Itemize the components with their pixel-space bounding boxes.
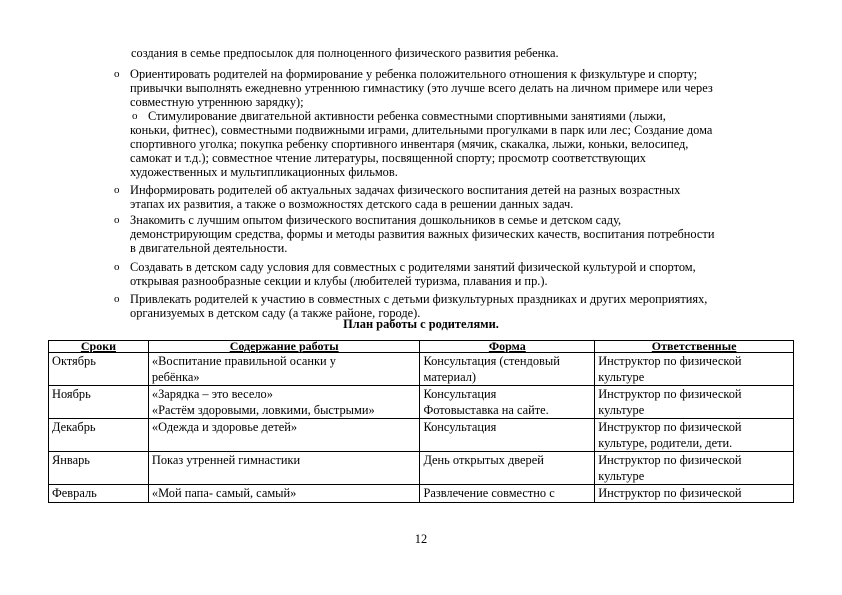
cell-content-line: ребёнка» bbox=[151, 370, 200, 384]
bullet-text-line: Информировать родителей об актуальных задачах физического воспитания детей на разных возрастных bbox=[130, 183, 681, 197]
cell-month bbox=[49, 386, 149, 419]
cell-resp bbox=[595, 419, 794, 452]
cell-form bbox=[420, 485, 595, 503]
page-number: 12 bbox=[414, 532, 428, 546]
bullet-text-line: спортивного уголка; покупка ребенку спортивного инвентаря (мячик, скакалка, лыжи, коньки, велосипед, bbox=[130, 137, 689, 151]
cell-form-line: Консультация bbox=[423, 420, 497, 434]
cell-content bbox=[148, 485, 420, 503]
cell-resp bbox=[595, 452, 794, 485]
header-responsible: Ответственные bbox=[595, 341, 794, 353]
bullet-text-line: Привлекать родителей к участию в совместных с детьми физкультурных праздниках и других мероприятиях, bbox=[130, 292, 708, 306]
cell-month-line: Октябрь bbox=[52, 354, 96, 368]
bullet-text-line: коньки, фитнес), совместными подвижными играми, длительными прогулками в парк или лес; Создание дома bbox=[130, 123, 713, 137]
cell-resp-line: Инструктор по физической bbox=[598, 354, 742, 368]
intro-line: создания в семье предпосылок для полноценного физического развития ребенка. bbox=[131, 46, 559, 60]
bullet-text-line: Создавать в детском саду условия для совместных с родителями занятий физической культурой и спортом, bbox=[130, 260, 696, 274]
cell-month bbox=[49, 419, 149, 452]
cell-form-line: День открытых дверей bbox=[423, 453, 544, 467]
cell-resp bbox=[595, 485, 794, 503]
cell-resp-line: культуре bbox=[598, 370, 645, 384]
cell-content bbox=[148, 353, 420, 386]
table-row bbox=[49, 452, 794, 485]
bullet-text-line: Ориентировать родителей на формирование у ребенка положительного отношения к физкультуре и спорту; bbox=[130, 67, 698, 81]
cell-month-line: Февраль bbox=[52, 486, 97, 500]
table-row bbox=[49, 419, 794, 452]
bullet-icon: o bbox=[114, 293, 120, 305]
header-content: Содержание работы bbox=[148, 341, 420, 353]
cell-form-line: Консультация (стендовый bbox=[423, 354, 560, 368]
cell-resp-line: культуре bbox=[598, 469, 645, 483]
bullet-text-line: организуемых в детском саду (а также районе, городе). bbox=[130, 306, 421, 320]
cell-month-line: Январь bbox=[52, 453, 90, 467]
cell-month bbox=[49, 452, 149, 485]
cell-content bbox=[148, 419, 420, 452]
bullet-text-line: Стимулирование двигательной активности ребенка совместными спортивными занятиями (лыжи, bbox=[148, 109, 666, 123]
cell-form bbox=[420, 386, 595, 419]
cell-resp bbox=[595, 386, 794, 419]
cell-form-line: Развлечение совместно с bbox=[423, 486, 555, 500]
cell-resp-line: Инструктор по физической bbox=[598, 453, 742, 467]
cell-content-line: «Растём здоровыми, ловкими, быстрыми» bbox=[151, 403, 375, 417]
cell-resp-line: культуре, родители, дети. bbox=[598, 436, 733, 450]
cell-resp bbox=[595, 353, 794, 386]
header-form: Форма bbox=[420, 341, 595, 353]
cell-form bbox=[420, 419, 595, 452]
table-row bbox=[49, 485, 794, 503]
cell-resp-line: Инструктор по физической bbox=[598, 486, 742, 500]
bullet-icon: o bbox=[132, 110, 138, 122]
cell-month-line: Декабрь bbox=[52, 420, 96, 434]
bullet-text-line: этапах их развития, а также о возможностях детского сада в решении данных задач. bbox=[130, 197, 574, 211]
bullet-text-line: привычки выполнять ежедневно утреннюю гимнастику (это лучше всего делать на личном примере или через bbox=[130, 81, 713, 95]
cell-content-line: «Зарядка – это весело» bbox=[151, 387, 273, 401]
bullet-icon: o bbox=[114, 261, 120, 273]
table-row bbox=[49, 386, 794, 419]
cell-form bbox=[420, 353, 595, 386]
cell-resp-line: Инструктор по физической bbox=[598, 387, 742, 401]
cell-month bbox=[49, 353, 149, 386]
bullet-text-line: в двигательной деятельности. bbox=[130, 241, 288, 255]
cell-content-line: «Мой папа- самый, самый» bbox=[151, 486, 297, 500]
cell-form-line: материал) bbox=[423, 370, 477, 384]
cell-content-line: Показ утренней гимнастики bbox=[151, 453, 301, 467]
bullet-text-line: совместную утреннюю зарядку); bbox=[130, 95, 304, 109]
cell-content bbox=[148, 386, 420, 419]
bullet-text-line: Знакомить с лучшим опытом физического воспитания дошкольников в семье и детском саду, bbox=[130, 213, 622, 227]
work-plan-table bbox=[48, 340, 794, 503]
bullet-text-line: самокат и т.д.); совместное чтение литературы, посвященной спорту; просмотр соответствующих bbox=[130, 151, 646, 165]
cell-resp-line: Инструктор по физической bbox=[598, 420, 742, 434]
cell-form-line: Консультация bbox=[423, 387, 497, 401]
header-terms: Сроки bbox=[49, 341, 149, 353]
cell-form-line: Фотовыставка на сайте. bbox=[423, 403, 549, 417]
cell-content-line: «Воспитание правильной осанки у bbox=[151, 354, 336, 368]
table-header-row bbox=[49, 341, 794, 353]
cell-month bbox=[49, 485, 149, 503]
cell-content bbox=[148, 452, 420, 485]
bullet-text-line: открывая разнообразные секции и клубы (любителей туризма, плавания и пр.). bbox=[130, 274, 548, 288]
cell-month-line: Ноябрь bbox=[52, 387, 91, 401]
cell-form bbox=[420, 452, 595, 485]
table-row bbox=[49, 353, 794, 386]
bullet-icon: o bbox=[114, 214, 120, 226]
cell-resp-line: культуре bbox=[598, 403, 645, 417]
bullet-text-line: художественных и мультипликационных фильмов. bbox=[130, 165, 398, 179]
bullet-icon: o bbox=[114, 184, 120, 196]
bullet-text-line: демонстрирующим средства, формы и методы развития важных физических качеств, воспитания потребности bbox=[130, 227, 715, 241]
table-title: План работы с родителями. bbox=[343, 317, 499, 331]
bullet-icon: o bbox=[114, 68, 120, 80]
cell-content-line: «Одежда и здоровье детей» bbox=[151, 420, 298, 434]
